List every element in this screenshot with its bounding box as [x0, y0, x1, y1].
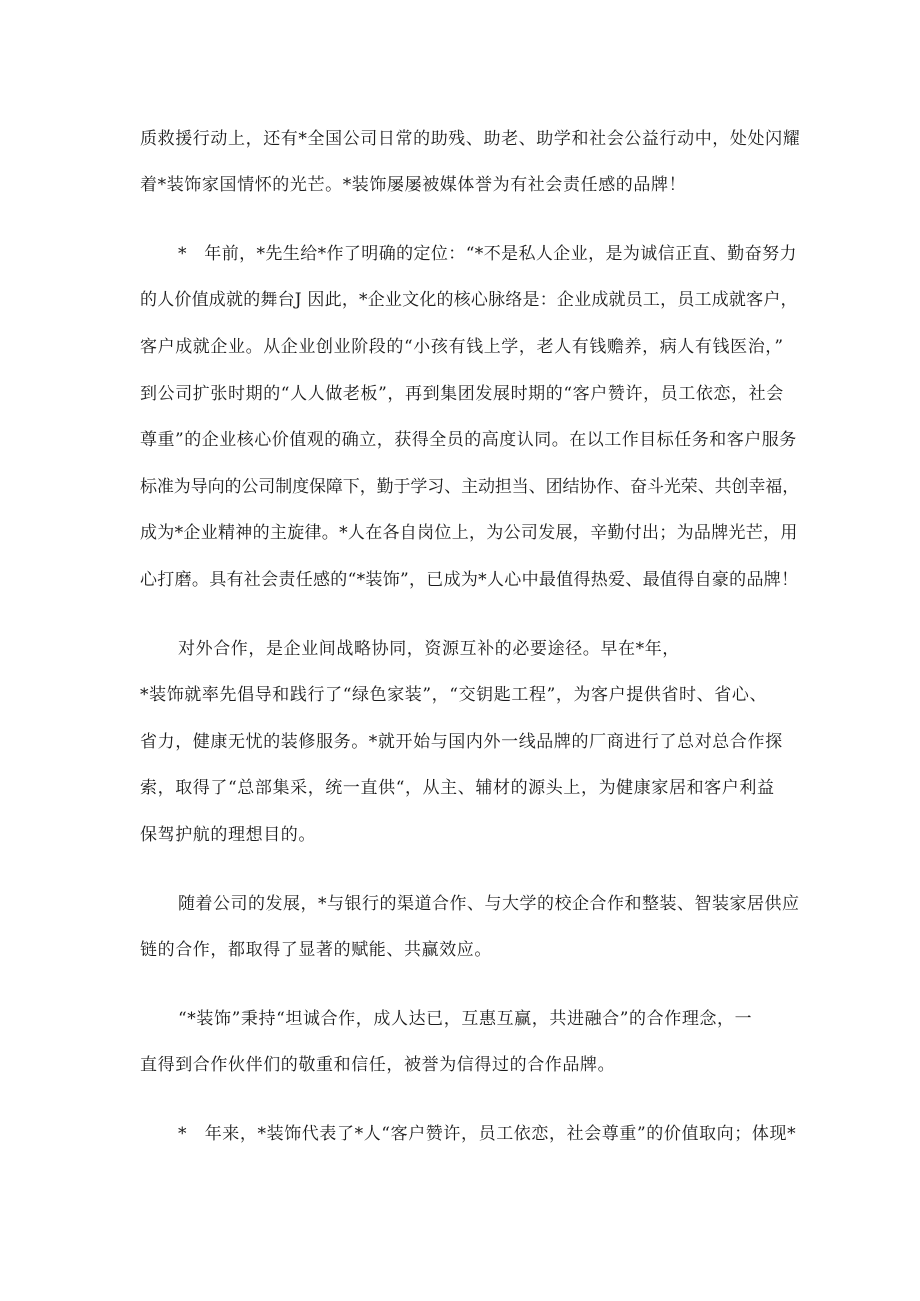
paragraph-2-line-6: 标准为导向的公司制度保障下，勤于学习、主动担当、团结协作、奋斗光荣、共创幸福， — [140, 477, 800, 497]
paragraph-5-line-2: 直得到合作伙伴们的敬重和信任，被誉为信得过的合作品牌。 — [140, 1055, 616, 1075]
paragraph-1-line-2: 着*装饰家国情怀的光芒。*装饰屡屡被媒体誉为有社会责任感的品牌！ — [140, 175, 687, 195]
paragraph-2-line-2: 的人价值成就的舞台J 因此，*企业文化的核心脉络是：企业成就员工，员工成就客户， — [140, 290, 798, 310]
paragraph-3-line-4: 索，取得了“总部集采，统一直供“，从主、辅材的源头上，为健康家居和客户利益 — [140, 778, 775, 798]
paragraph-1-line-1: 质救援行动上，还有*全国公司日常的助残、助老、助学和社会公益行动中，处处闪耀 — [140, 129, 801, 149]
paragraph-3-line-1: 对外合作，是企业间战略协同，资源互补的必要途径。早在*年， — [178, 639, 680, 659]
paragraph-4-line-2: 链的合作，都取得了显著的赋能、共赢效应。 — [140, 940, 492, 960]
paragraph-2-line-5: 尊重”的企业核心价值观的确立，获得全员的高度认同。在以工作目标任务和客户服务 — [140, 430, 797, 450]
paragraph-2-line-4: 到公司扩张时期的“人人做老板”，再到集团发展时期的“客户赞许，员工依恋，社会 — [140, 384, 784, 404]
paragraph-4-line-1: 随着公司的发展，*与银行的渠道合作、与大学的校企合作和整装、智装家居供应 — [178, 894, 800, 914]
paragraph-2-line-3: 客户成就企业。从企业创业阶段的“小孩有钱上学，老人有钱赡养，病人有钱医治，” — [140, 337, 784, 357]
paragraph-3-line-5: 保驾护航的理想目的。 — [140, 825, 316, 845]
paragraph-2-line-7: 成为*企业精神的主旋律。*人在各自岗位上，为公司发展，辛勤付出；为品牌光芒，用 — [140, 523, 798, 543]
paragraph-2-line-8: 心打磨。具有社会责任感的“*装饰”，已成为*人心中最值得热爱、最值得自豪的品牌！ — [140, 570, 799, 590]
paragraph-5-line-1: “*装饰”秉持“坦诚合作，成人达已，互惠互赢，共进融合”的合作理念，一 — [178, 1009, 753, 1029]
paragraph-2-line-1: * 年前，*先生给*作了明确的定位：“*不是私人企业，是为诚信正直、勤奋努力 — [178, 244, 797, 264]
paragraph-3-line-2: *装饰就率先倡导和践行了“绿色家装”，“交钥匙工程”，为客户提供省时、省心、 — [140, 685, 768, 705]
paragraph-3-line-3: 省力，健康无忧的装修服务。*就开始与国内外一线品牌的厂商进行了总对总合作探 — [140, 732, 783, 752]
paragraph-6-line-1: * 年来，*装饰代表了*人“客户赞许，员工依恋，社会尊重”的价值取向；体现* — [178, 1124, 797, 1144]
